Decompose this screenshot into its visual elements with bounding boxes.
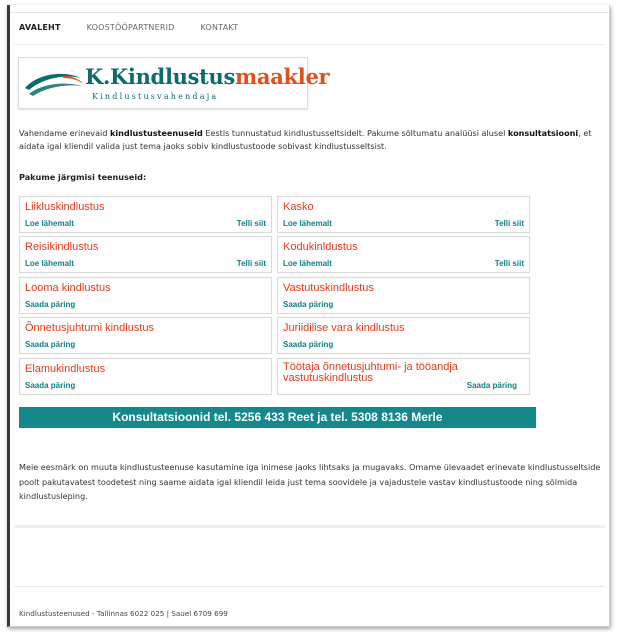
- service-title[interactable]: Liikluskindlustus: [25, 201, 105, 213]
- logo-subtitle: Kindlustusvahendaja: [92, 92, 219, 101]
- footer-text: Kindlustusteenused - Tallinnas 6022 025 | Sauel 6709 699: [19, 609, 228, 618]
- intro-bold-2: konsultatsiooni: [507, 128, 579, 138]
- logo[interactable]: [18, 57, 330, 109]
- service-card-vastutuskindlustus: [277, 277, 530, 314]
- service-card-reisikindlustus: [19, 236, 272, 273]
- order-link[interactable]: Telli siit: [494, 259, 524, 268]
- nav-divider: [14, 44, 605, 45]
- read-more-link[interactable]: Loe lähemalt: [25, 219, 74, 228]
- top-divider: [10, 12, 609, 13]
- service-card-juriidilise-vara-kindlustus: [277, 317, 530, 354]
- service-card-onnetusjuhtumi-kindlustus: [19, 317, 272, 354]
- order-link[interactable]: Telli siit: [494, 219, 524, 228]
- send-inquiry-link[interactable]: Saada päring: [283, 300, 334, 309]
- service-title[interactable]: Juriidilise vara kindlustus: [283, 322, 405, 334]
- service-title[interactable]: Õnnetusjuhtumi kindlustus: [25, 322, 155, 334]
- order-link[interactable]: Telli siit: [236, 219, 266, 228]
- consultation-banner: Konsultatsioonid tel. 5256 433 Reet ja tel. 5308 8136 Merle: [19, 407, 536, 428]
- nav-item-avaleht[interactable]: AVALEHT: [19, 23, 61, 32]
- send-inquiry-link[interactable]: Saada päring: [466, 381, 517, 390]
- service-card-tootaja-kindlustus: [277, 358, 530, 395]
- page-frame: [7, 5, 610, 627]
- intro-bold-1: kindlustusteenuseid: [110, 128, 203, 138]
- service-card-elamukindlustus: [19, 358, 272, 395]
- send-inquiry-link[interactable]: Saada päring: [283, 340, 334, 349]
- service-title[interactable]: Reisikindlustus: [25, 241, 99, 253]
- service-card-kodukindlustus: [277, 236, 530, 273]
- service-title[interactable]: Töötaja õnnetusjuhtumi- ja tööandja vastutuskindlustus: [283, 361, 458, 384]
- intro-paragraph: [19, 127, 605, 153]
- intro-text-1: Vahendame erinevaid: [19, 128, 111, 138]
- service-card-kasko: [277, 196, 530, 233]
- intro-text-3: , et aidata igal kliendil valida just tema jaoks sobiv kindlustustoode sobivast kindlustusseltsist.: [19, 128, 592, 151]
- send-inquiry-link[interactable]: Saada päring: [25, 340, 76, 349]
- services-heading: Pakume järgmisi teenuseid:: [19, 172, 147, 182]
- outro-paragraph: Meie eesmärk on muuta kindlustusteenuse kasutamine iga inimese jaoks lihtsaks ja mugavaks. Omame ülevaadet erinevate kindlustusseltside poolt pakutavatest toodetest ning saame aidata igal kliendil leida just tema soovidele ja vajadustele vastav kindlustustoode ning sõlmida kindlustusleping.: [19, 462, 601, 501]
- send-inquiry-link[interactable]: Saada päring: [25, 381, 76, 390]
- service-title[interactable]: Elamukindlustus: [25, 363, 106, 375]
- service-title[interactable]: Looma kindlustus: [25, 282, 111, 294]
- swoosh-logo-icon: [23, 64, 87, 104]
- service-title[interactable]: Kasko: [283, 201, 314, 213]
- service-title[interactable]: Kodukinldustus: [283, 241, 358, 253]
- footer-divider: [14, 586, 605, 587]
- read-more-link[interactable]: Loe lähemalt: [25, 259, 74, 268]
- logo-brand-part1: K.Kindlustus: [85, 64, 236, 89]
- send-inquiry-link[interactable]: Saada päring: [25, 300, 76, 309]
- main-nav: [19, 23, 264, 32]
- service-card-looma-kindlustus: [19, 277, 272, 314]
- nav-item-kontakt[interactable]: KONTAKT: [200, 23, 239, 32]
- read-more-link[interactable]: Loe lähemalt: [283, 259, 332, 268]
- content-divider: [14, 525, 605, 528]
- logo-brand-part2: maakler: [235, 64, 330, 89]
- order-link[interactable]: Telli siit: [236, 259, 266, 268]
- intro-text-2: Eestis tunnustatud kindlustusseltsidelt. Pakume sõltumatu analüüsi alusel: [202, 128, 508, 138]
- service-card-liikluskindlustus: [19, 196, 272, 233]
- read-more-link[interactable]: Loe lähemalt: [283, 219, 332, 228]
- service-title[interactable]: Vastutuskindlustus: [283, 282, 374, 294]
- logo-brand: [85, 64, 329, 89]
- nav-item-koostoopartnerid[interactable]: KOOSTÖÖPARTNERID: [86, 23, 175, 32]
